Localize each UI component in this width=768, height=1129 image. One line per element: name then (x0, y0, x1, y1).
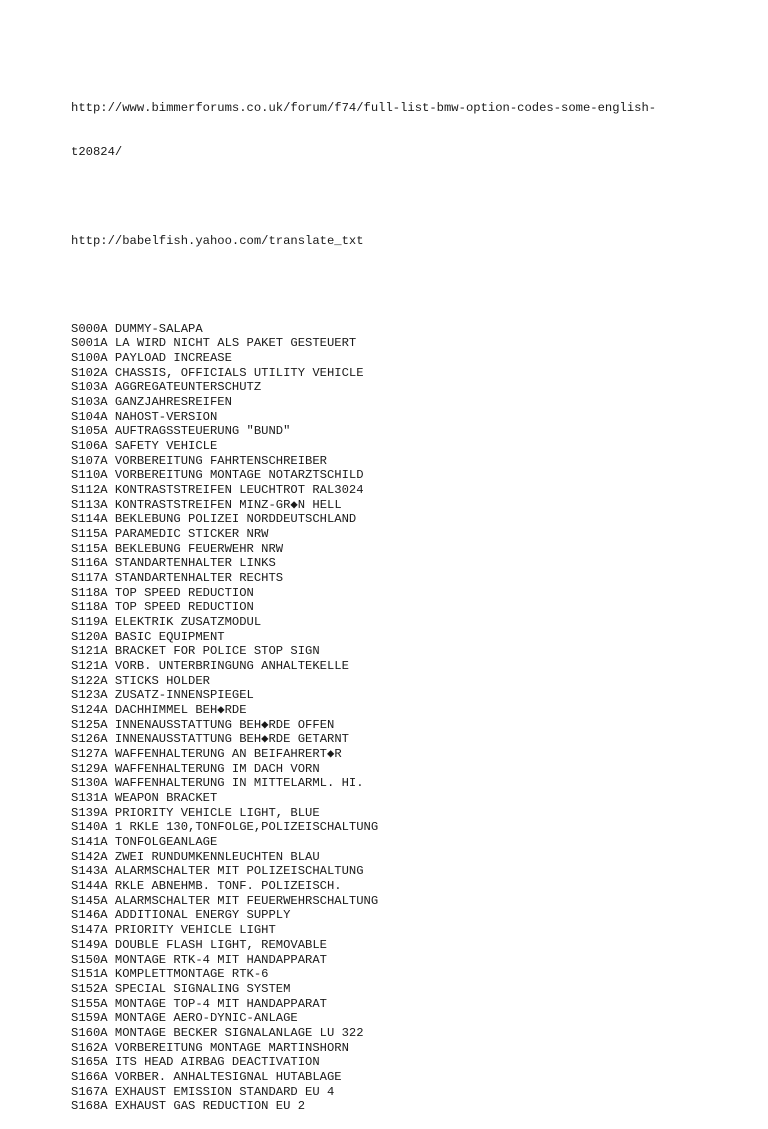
option-code-line: S114A BEKLEBUNG POLIZEI NORDDEUTSCHLAND (71, 512, 357, 527)
option-code-line: S103A GANZJAHRESREIFEN (71, 394, 232, 409)
option-code-line: S118A TOP SPEED REDUCTION (71, 585, 254, 600)
option-code-line: S146A ADDITIONAL ENERGY SUPPLY (71, 908, 291, 923)
option-code-line: S117A STANDARTENHALTER RECHTS (71, 571, 284, 586)
option-code-line: S130A WAFFENHALTERUNG IN MITTELARML. HI. (71, 776, 364, 791)
blank-line (71, 189, 751, 204)
option-code-line: S121A VORB. UNTERBRINGUNG ANHALTEKELLE (71, 659, 349, 674)
option-code-line: S167A EXHAUST EMISSION STANDARD EU 4 (71, 1084, 335, 1099)
option-code-line: S142A ZWEI RUNDUMKENNLEUCHTEN BLAU (71, 849, 320, 864)
option-code-line: S165A ITS HEAD AIRBAG DEACTIVATION (71, 1055, 320, 1070)
option-code-line: S152A SPECIAL SIGNALING SYSTEM (71, 981, 291, 996)
option-code-line: S119A ELEKTRIK ZUSATZMODUL (71, 615, 262, 630)
option-code-line: S112A KONTRASTSTREIFEN LEUCHTROT RAL3024 (71, 483, 364, 497)
option-code-line: S149A DOUBLE FLASH LIGHT, REMOVABLE (71, 937, 327, 952)
option-code-line: S139A PRIORITY VEHICLE LIGHT, BLUE (71, 805, 320, 820)
option-code-line: S159A MONTAGE AERO-DYNIC-ANLAGE (71, 1011, 298, 1026)
option-code-line: S124A DACHHIMMEL BEH◆RDE (71, 703, 247, 718)
option-code-line: S115A PARAMEDIC STICKER NRW (71, 527, 269, 542)
option-code-line: S110A VORBEREITUNG MONTAGE NOTARZTSCHILD (71, 468, 364, 483)
option-code-line: S129A WAFFENHALTERUNG IM DACH VORN (71, 761, 320, 776)
option-code-line: S107A VORBEREITUNG FAHRTENSCHREIBER (71, 453, 327, 468)
option-code-line: S102A CHASSIS, OFFICIALS UTILITY VEHICLE (71, 365, 364, 380)
link-bimmerforums-line1[interactable]: http://www.bimmerforums.co.uk/forum/f74/full-list-bmw-option-codes-some-english- (71, 101, 657, 116)
option-code-line: S127A WAFFENHALTERUNG AN BEIFAHRERT◆R (71, 747, 342, 762)
option-code-line: S122A STICKS HOLDER (71, 673, 210, 688)
option-code-line: S000A DUMMY-SALAPA (71, 321, 203, 336)
link-bimmerforums-line2[interactable]: t20824/ (71, 145, 123, 160)
option-code-line: S141A TONFOLGEANLAGE (71, 835, 218, 850)
option-code-line: S118A TOP SPEED REDUCTION (71, 600, 254, 615)
option-code-line: S121A BRACKET FOR POLICE STOP SIGN (71, 644, 320, 659)
blank-line (71, 278, 751, 293)
option-code-line: S116A STANDARTENHALTER LINKS (71, 556, 276, 571)
link-babelfish[interactable]: http://babelfish.yahoo.com/translate_txt (71, 233, 364, 248)
option-code-line: S147A PRIORITY VEHICLE LIGHT (71, 923, 276, 938)
option-code-line: S115A BEKLEBUNG FEUERWEHR NRW (71, 541, 284, 556)
option-code-line: S120A BASIC EQUIPMENT (71, 629, 225, 644)
option-code-line: S126A INNENAUSSTATTUNG BEH◆RDE GETARNT (71, 732, 349, 747)
option-code-line: S106A SAFETY VEHICLE (71, 438, 218, 453)
option-code-line: S104A NAHOST-VERSION (71, 409, 218, 424)
option-code-line: S145A ALARMSCHALTER MIT FEUERWEHRSCHALTUNG (71, 893, 379, 908)
document-page (71, 72, 751, 1129)
option-code-line: S103A AGGREGATEUNTERSCHUTZ (71, 380, 262, 395)
option-code-line: S144A RKLE ABNEHMB. TONF. POLIZEISCH. (71, 879, 342, 894)
option-code-line: S100A PAYLOAD INCREASE (71, 350, 232, 365)
option-code-line: S140A 1 RKLE 130,TONFOLGE,POLIZEISCHALTUNG (71, 820, 379, 835)
option-code-list (71, 322, 751, 1114)
option-code-line: S001A LA WIRD NICHT ALS PAKET GESTEUERT (71, 336, 357, 351)
option-code-line: S166A VORBER. ANHALTESIGNAL HUTABLAGE (71, 1069, 342, 1084)
option-code-line: S143A ALARMSCHALTER MIT POLIZEISCHALTUNG (71, 864, 364, 879)
option-code-line: S125A INNENAUSSTATTUNG BEH◆RDE OFFEN (71, 717, 335, 732)
option-code-line: S162A VORBEREITUNG MONTAGE MARTINSHORN (71, 1040, 349, 1055)
option-code-line: S131A WEAPON BRACKET (71, 791, 218, 806)
option-code-line: S168A EXHAUST GAS REDUCTION EU 2 (71, 1099, 306, 1114)
option-code-line: S155A MONTAGE TOP-4 MIT HANDAPPARAT (71, 996, 327, 1011)
option-code-line: S151A KOMPLETTMONTAGE RTK-6 (71, 967, 269, 982)
option-code-line: S160A MONTAGE BECKER SIGNALANLAGE LU 322 (71, 1025, 364, 1040)
option-code-line: S150A MONTAGE RTK-4 MIT HANDAPPARAT (71, 952, 327, 967)
option-code-line: S123A ZUSATZ-INNENSPIEGEL (71, 688, 254, 703)
option-code-line: S105A AUFTRAGSSTEUERUNG "BUND" (71, 424, 291, 439)
option-code-line: S113A KONTRASTSTREIFEN MINZ-GR◆N HELL (71, 497, 342, 512)
